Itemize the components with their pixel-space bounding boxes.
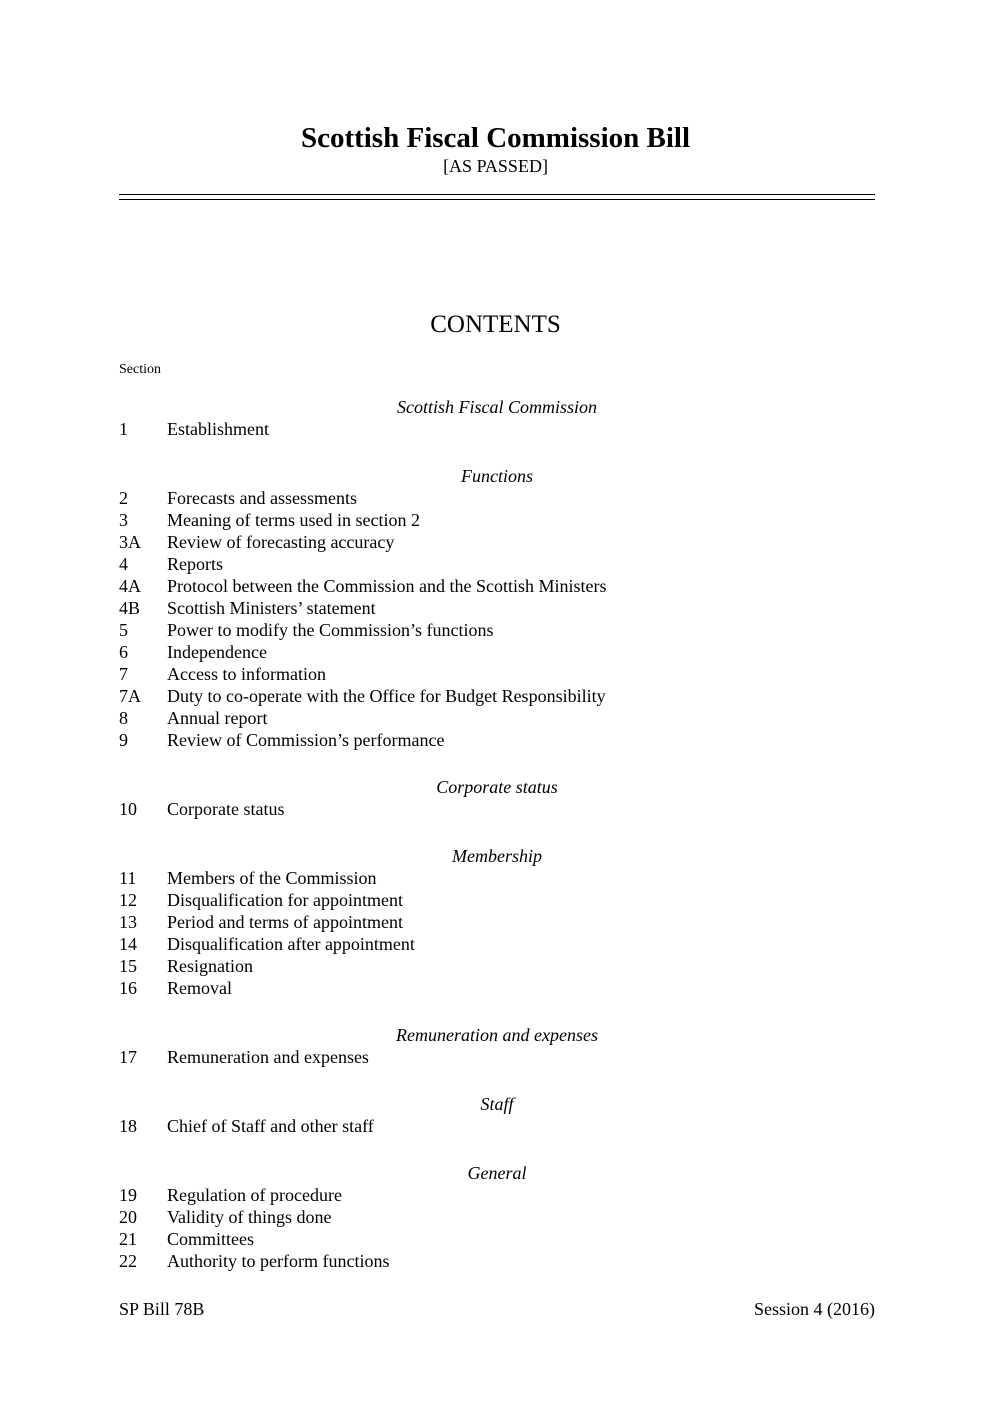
section-number: 7A (119, 686, 141, 706)
bill-reference: SP Bill 78B (119, 1299, 205, 1319)
group-heading: Remuneration and expenses (396, 1025, 598, 1045)
section-title: Members of the Commission (167, 868, 377, 888)
group-spacer (119, 1068, 875, 1093)
section-title: Validity of things done (167, 1207, 332, 1227)
section-title: Authority to perform functions (167, 1251, 390, 1271)
group-heading: Scottish Fiscal Commission (396, 397, 597, 417)
table-of-contents (119, 396, 875, 1272)
toc-entry[interactable] (119, 597, 875, 619)
session-label: Session 4 (2016) (754, 1299, 875, 1319)
section-number: 13 (119, 912, 137, 932)
section-number: 2 (119, 488, 128, 508)
section-number: 12 (119, 890, 137, 910)
section-number: 1 (119, 419, 128, 439)
group-heading: General (467, 1163, 527, 1183)
group-spacer (119, 751, 875, 776)
toc-entry[interactable] (119, 487, 875, 509)
toc-entry[interactable] (119, 509, 875, 531)
section-column-label: Section (119, 362, 161, 377)
section-title: Independence (167, 642, 267, 662)
section-title: Review of forecasting accuracy (167, 532, 395, 552)
group-spacer (119, 1137, 875, 1162)
section-title: Remuneration and expenses (167, 1047, 369, 1067)
section-title: Protocol between the Commission and the Scottish Ministers (167, 576, 607, 596)
section-number: 18 (119, 1116, 137, 1136)
group-spacer (119, 999, 875, 1024)
toc-entry[interactable] (119, 685, 875, 707)
group-heading: Functions (461, 466, 533, 486)
toc-entry[interactable] (119, 1184, 875, 1206)
toc-entry[interactable] (119, 933, 875, 955)
section-number: 20 (119, 1207, 137, 1227)
section-number: 21 (119, 1229, 137, 1249)
section-number: 16 (119, 978, 137, 998)
group-heading: Staff (480, 1094, 514, 1114)
section-title: Resignation (167, 956, 253, 976)
toc-entry[interactable] (119, 729, 875, 751)
toc-entry[interactable] (119, 955, 875, 977)
group-spacer (119, 440, 875, 465)
toc-entry[interactable] (119, 707, 875, 729)
section-title: Meaning of terms used in section 2 (167, 510, 420, 530)
toc-entry[interactable] (119, 867, 875, 889)
section-title: Duty to co-operate with the Office for Budget Responsibility (167, 686, 606, 706)
group-heading: Corporate status (436, 777, 558, 797)
section-number: 9 (119, 730, 128, 750)
section-number: 4B (119, 598, 141, 618)
section-title: Disqualification for appointment (167, 890, 403, 910)
toc-entry[interactable] (119, 977, 875, 999)
toc-entry[interactable] (119, 418, 875, 440)
contents-heading: CONTENTS (430, 311, 561, 338)
section-title: Power to modify the Commission’s functions (167, 620, 494, 640)
section-title: Regulation of procedure (167, 1185, 342, 1205)
toc-entry[interactable] (119, 1206, 875, 1228)
section-title: Review of Commission’s performance (167, 730, 445, 750)
toc-entry[interactable] (119, 575, 875, 597)
section-number: 4A (119, 576, 141, 596)
toc-entry[interactable] (119, 641, 875, 663)
section-number: 11 (119, 868, 137, 888)
section-title: Establishment (167, 419, 269, 439)
section-title: Corporate status (167, 799, 285, 819)
toc-entry[interactable] (119, 1228, 875, 1250)
section-title: Reports (167, 554, 223, 574)
section-title: Annual report (167, 708, 268, 728)
section-number: 3 (119, 510, 128, 530)
section-number: 17 (119, 1047, 137, 1067)
section-title: Scottish Ministers’ statement (167, 598, 376, 618)
section-number: 6 (119, 642, 128, 662)
section-title: Removal (167, 978, 232, 998)
section-number: 10 (119, 799, 137, 819)
section-title: Committees (167, 1229, 254, 1249)
section-title: Chief of Staff and other staff (167, 1116, 374, 1136)
toc-entry[interactable] (119, 798, 875, 820)
group-spacer (119, 820, 875, 845)
group-heading: Membership (452, 846, 542, 866)
toc-entry[interactable] (119, 1046, 875, 1068)
section-number: 15 (119, 956, 137, 976)
bill-title: Scottish Fiscal Commission Bill (300, 122, 691, 154)
section-number: 3A (119, 532, 141, 552)
toc-entry[interactable] (119, 531, 875, 553)
section-number: 5 (119, 620, 128, 640)
section-title: Forecasts and assessments (167, 488, 357, 508)
toc-entry[interactable] (119, 553, 875, 575)
section-number: 7 (119, 664, 128, 684)
section-number: 19 (119, 1185, 137, 1205)
toc-entry[interactable] (119, 911, 875, 933)
section-number: 4 (119, 554, 128, 574)
section-number: 14 (119, 934, 137, 954)
section-number: 8 (119, 708, 128, 728)
toc-entry[interactable] (119, 889, 875, 911)
section-title: Access to information (167, 664, 326, 684)
toc-entry[interactable] (119, 1115, 875, 1137)
bill-status: [AS PASSED] (443, 156, 548, 176)
toc-entry[interactable] (119, 619, 875, 641)
toc-entry[interactable] (119, 1250, 875, 1272)
section-number: 22 (119, 1251, 137, 1271)
double-rule-divider (119, 194, 875, 200)
section-title: Disqualification after appointment (167, 934, 415, 954)
section-title: Period and terms of appointment (167, 912, 403, 932)
toc-entry[interactable] (119, 663, 875, 685)
